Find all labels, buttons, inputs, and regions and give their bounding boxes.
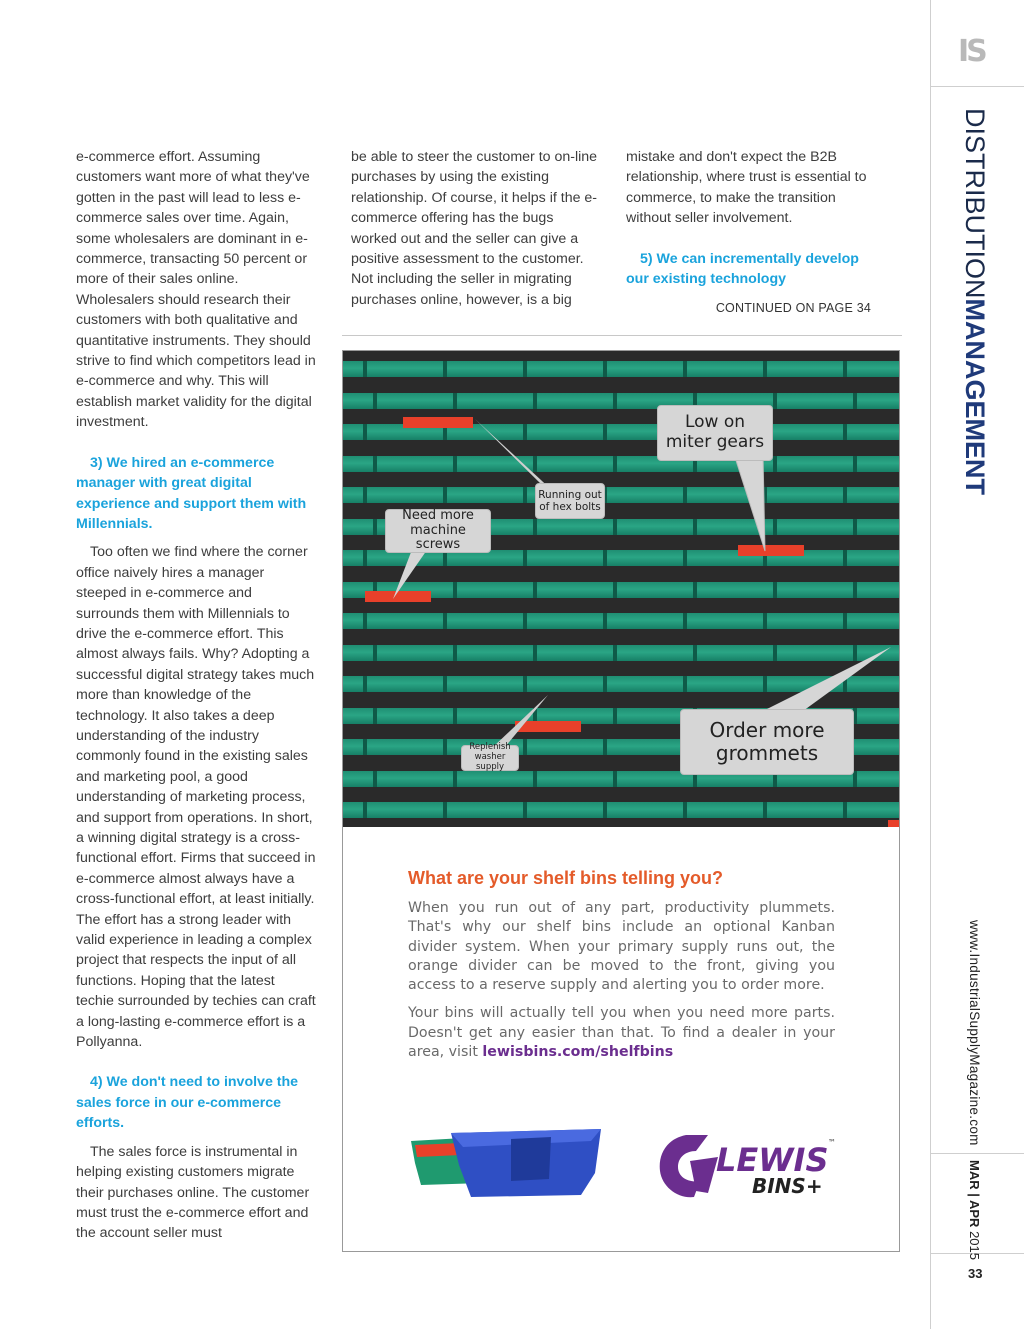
issue-date: [967, 1160, 982, 1260]
article-column-1: [76, 147, 316, 1244]
section-title: [959, 108, 990, 495]
lewis-bins-ad: [342, 350, 900, 1252]
subhead-5: 5) We can incrementally develop our existing technology: [626, 250, 859, 288]
sidebar-rule-top: [930, 86, 1024, 87]
col1-paragraph-2: Too often we find where the corner office naively hires a manager steeped in e-commerce and surrounds them with Millennials to drive the e-commerce effort. This almost always fails. Why? Adopting a successful digital strategy takes much more than knowledge of the technology. It also takes a deep understanding of the industry commonly found in the existing sales and marketing pool, a good understanding of marketing process, and support from operations. In short, a winning digital strategy is a cross-functional effort. Firms that succeed in e-commerce almost always have a cross-functional effort, at least initially. The effort has a strong leader with valid experience in leading a complex project that respects the input of all functions. Hoping that the latest techie surrounded by techies can craft a long-lasting e-commerce effort is a Pollyanna.: [76, 544, 316, 1051]
ad-link[interactable]: lewisbins.com/shelfbins: [482, 1044, 674, 1061]
trademark-text: ™: [828, 1138, 836, 1147]
lewis-bins-logo: [656, 1131, 841, 1203]
col3-paragraph-1: mistake and don't expect the B2B relationship, where trust is essential to commerce, to make the transition without seller involvement.: [626, 149, 867, 227]
pointer-hex-bolts: [475, 419, 555, 493]
pointer-miter-gears: [733, 451, 765, 551]
callout-grommets: Order more grommets: [680, 709, 854, 775]
ad-body-paragraph-2: Your bins will actually tell you when you need more parts. Doesn't get any easier than that. To find a dealer in your area, visit lewisbins.com/shelfbins: [408, 1005, 835, 1061]
callout-hex-bolts: Running out of hex bolts: [535, 483, 605, 519]
ad-headline: What are your shelf bins telling you?: [408, 868, 724, 888]
subhead-3: 3) We hired an e-commerce manager with great digital experience and support them with Millennials.: [76, 454, 307, 532]
issue-year: 2015: [967, 1231, 982, 1260]
continued-note: CONTINUED ON PAGE 34: [715, 301, 871, 315]
callout-washer-supply: Replenish washer supply: [461, 745, 519, 771]
subhead-4: 4) We don't need to involve the sales force in our e-commerce efforts.: [76, 1074, 299, 1132]
website-url: www.IndustrialSupplyMagazine.com: [967, 920, 982, 1146]
ad-top-rule: [342, 335, 902, 336]
shelf-bins-photo: [343, 351, 899, 827]
col1-paragraph-3: The sales force is instrumental in helping existing customers migrate their purchases online. The customer must trust the e-commerce effort and the account seller must: [76, 1143, 310, 1242]
issue-month: MAR | APR: [967, 1160, 982, 1228]
section-title-light: DISTRIBUTION: [960, 108, 990, 299]
shelf-bins-illustration: [411, 1123, 606, 1201]
lewis-logo-text: LEWIS: [716, 1141, 829, 1179]
article-column-3: [626, 147, 876, 289]
ad-body-paragraph-1: When you run out of any part, productivity plummets. That's why our shelf bins include an optional Kanban divider system. When your primary supply runs out, the orange divider can be moved to the front, giving you access to a reserve supply and alerting you to order more.: [408, 900, 835, 994]
section-title-bold: MANAGEMENT: [960, 298, 990, 496]
magazine-logo: IS: [958, 34, 985, 69]
page-number: 33: [968, 1266, 983, 1281]
col1-paragraph-1: e-commerce effort. Assuming customers want more of what they've gotten in the past will lead to less e-commerce sales over time. Again, some wholesalers are dominant in e-commerce, transacting 50 percent or more of their sales online. Wholesalers should research their customers with both qualitative and quantitative instruments. They should strive to find which competitors lead in e-commerce and why. This will establish market validity for the digital investment.: [76, 149, 316, 431]
article-column-2: [351, 147, 599, 310]
col2-paragraph-1: be able to steer the customer to on-line purchases by using the existing relationship. Of course, it helps if the e-commerce offering has the bugs worked out and the seller can give a positive assessment to the customer. Not including the seller in migrating purchases online, however, is a big: [351, 149, 598, 308]
sidebar-divider: [930, 0, 931, 1329]
sidebar-rule-mid: [930, 1153, 1024, 1154]
ad-body: [408, 899, 835, 1071]
bins-logo-text: BINS+: [752, 1174, 823, 1198]
pointer-washer-supply: [493, 695, 548, 747]
pointer-machine-screws: [393, 547, 429, 599]
callout-machine-screws: Need more machine screws: [385, 509, 491, 553]
callout-miter-gears: Low on miter gears: [657, 405, 773, 461]
pointer-grommets: [763, 647, 891, 711]
